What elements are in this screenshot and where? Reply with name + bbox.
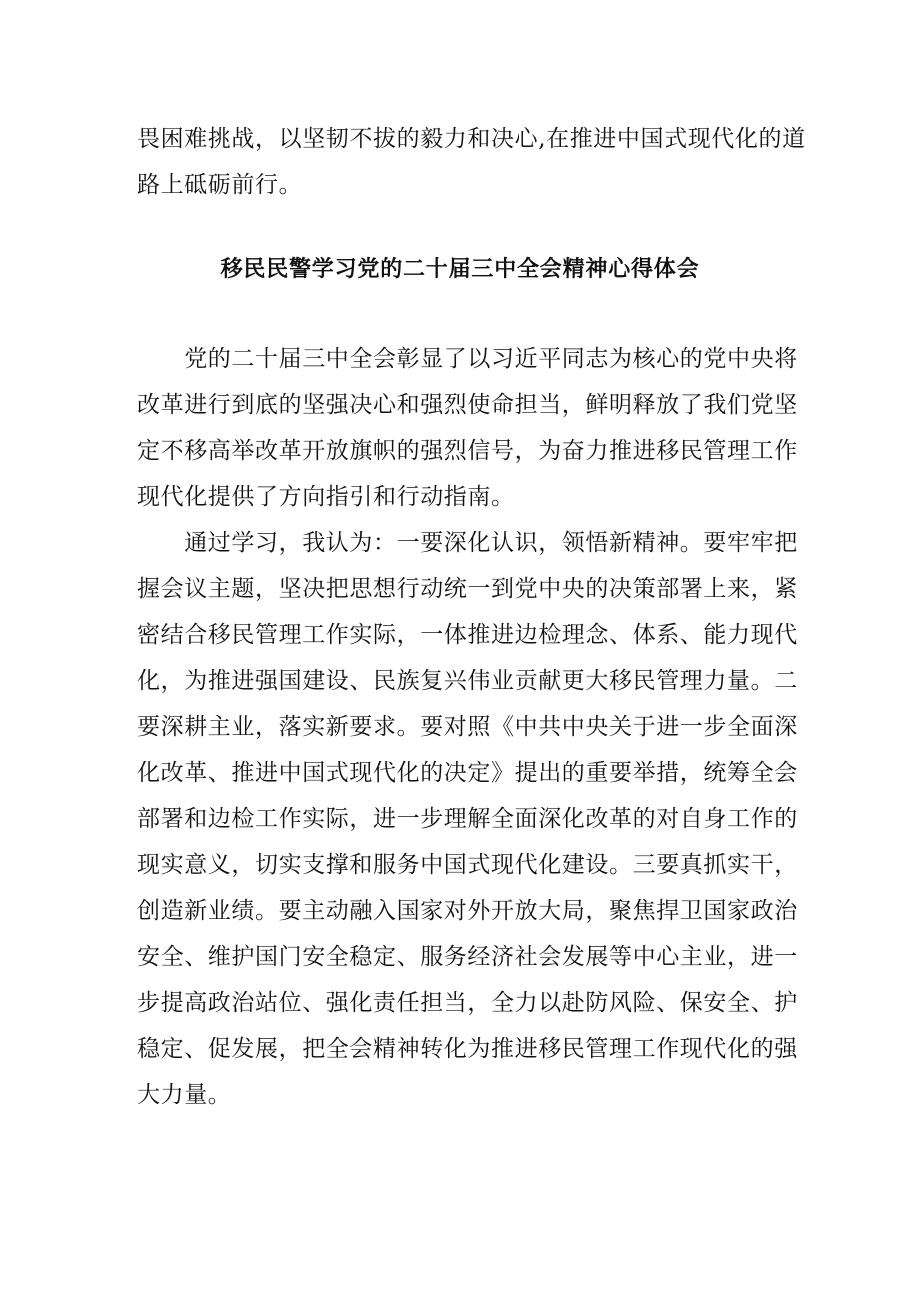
text-line: 党的二十届三中全会彰显了以习近平同志为核心的党中央将	[137, 346, 798, 372]
text-line: 步提高政治站位、强化责任担当，全力以赴防风险、保安全、护	[137, 990, 798, 1016]
article-body	[137, 336, 798, 1118]
text-line: 现代化提供了方向指引和行动指南。	[137, 484, 515, 510]
text-line: 化，为推进强国建设、民族复兴伟业贡献更大移民管理力量。二	[137, 668, 798, 694]
text-line: 化改革、推进中国式现代化的决定》提出的重要举措，统筹全会	[137, 760, 798, 786]
text-line: 定不移高举改革开放旗帜的强烈信号，为奋力推进移民管理工作	[137, 438, 798, 464]
text-line: 现实意义，切实支撑和服务中国式现代化建设。三要真抓实干，	[137, 852, 798, 878]
text-line: 通过学习，我认为：一要深化认识，领悟新精神。要牢牢把	[137, 530, 798, 556]
text-line: 要深耕主业，落实新要求。要对照《中共中央关于进一步全面深	[137, 714, 798, 740]
text-line: 大力量。	[137, 1082, 232, 1108]
text-line: 安全、维护国门安全稳定、服务经济社会发展等中心主业，进一	[137, 944, 798, 970]
text-line: 密结合移民管理工作实际，一体推进边检理念、体系、能力现代	[137, 622, 798, 648]
text-line: 稳定、促发展，把全会精神转化为推进移民管理工作现代化的强	[137, 1036, 798, 1062]
text-line: 畏困难挑战，以坚韧不拔的毅力和决心,在推进中国式现代化的道	[137, 126, 806, 152]
continued-paragraph	[137, 116, 806, 208]
text-line: 部署和边检工作实际，进一步理解全面深化改革的对自身工作的	[137, 806, 798, 832]
text-line: 路上砥砺前行。	[137, 172, 303, 198]
article-title: 移民民警学习党的二十届三中全会精神心得体会	[220, 257, 700, 282]
text-line: 创造新业绩。要主动融入国家对外开放大局，聚焦捍卫国家政治	[137, 898, 798, 924]
text-line: 握会议主题，坚决把思想行动统一到党中央的决策部署上来，紧	[137, 576, 798, 602]
text-line: 改革进行到底的坚强决心和强烈使命担当，鲜明释放了我们党坚	[137, 392, 798, 418]
